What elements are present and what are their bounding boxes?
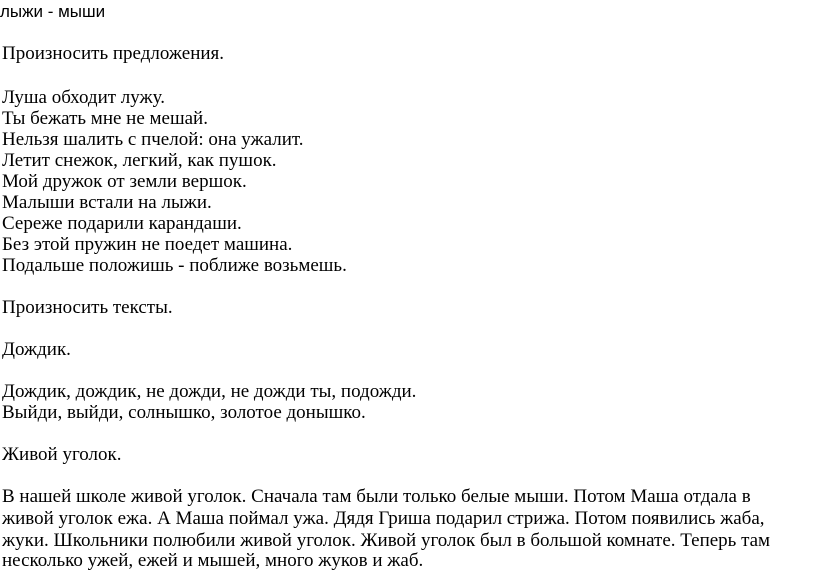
text-line: Выйди, выйди, солнышко, золотое донышко. xyxy=(2,402,366,423)
sentence-line: Мой дружок от земли вершок. xyxy=(2,171,247,192)
paragraph-line: несколько ужей, ежей и мышей, много жуков и жаб. xyxy=(2,550,424,571)
sentence-line: Нельзя шалить с пчелой: она ужалит. xyxy=(2,129,304,150)
sentence-line: Луша обходит лужу. xyxy=(2,87,165,108)
top-line: лыжи - мыши xyxy=(0,2,106,21)
sentence-line: Летит снежок, легкий, как пушок. xyxy=(2,150,277,171)
paragraph-line: В нашей школе живой уголок. Сначала там были только белые мыши. Потом Маша отдала в xyxy=(2,486,751,507)
text-title-living-corner: Живой уголок. xyxy=(2,444,122,465)
sentence-line: Малыши встали на лыжи. xyxy=(2,192,212,213)
paragraph-line: жуки. Школьники полюбили живой уголок. Живой уголок был в большой комнате. Теперь там xyxy=(2,530,771,551)
section-heading-sentences: Произносить предложения. xyxy=(2,43,225,64)
sentence-line: Подальше положишь - поближе возьмешь. xyxy=(2,255,347,276)
section-heading-texts: Произносить тексты. xyxy=(2,297,173,318)
text-line: Дождик, дождик, не дожди, не дожди ты, подожди. xyxy=(2,381,417,402)
text-title-rain: Дождик. xyxy=(2,339,71,360)
sentence-line: Сереже подарили карандаши. xyxy=(2,213,242,234)
sentence-line: Без этой пружин не поедет машина. xyxy=(2,234,293,255)
paragraph-line: живой уголок ежа. А Маша поймал ужа. Дядя Гриша подарил стрижа. Потом появились жаба, xyxy=(2,508,765,529)
sentence-line: Ты бежать мне не мешай. xyxy=(2,108,208,129)
